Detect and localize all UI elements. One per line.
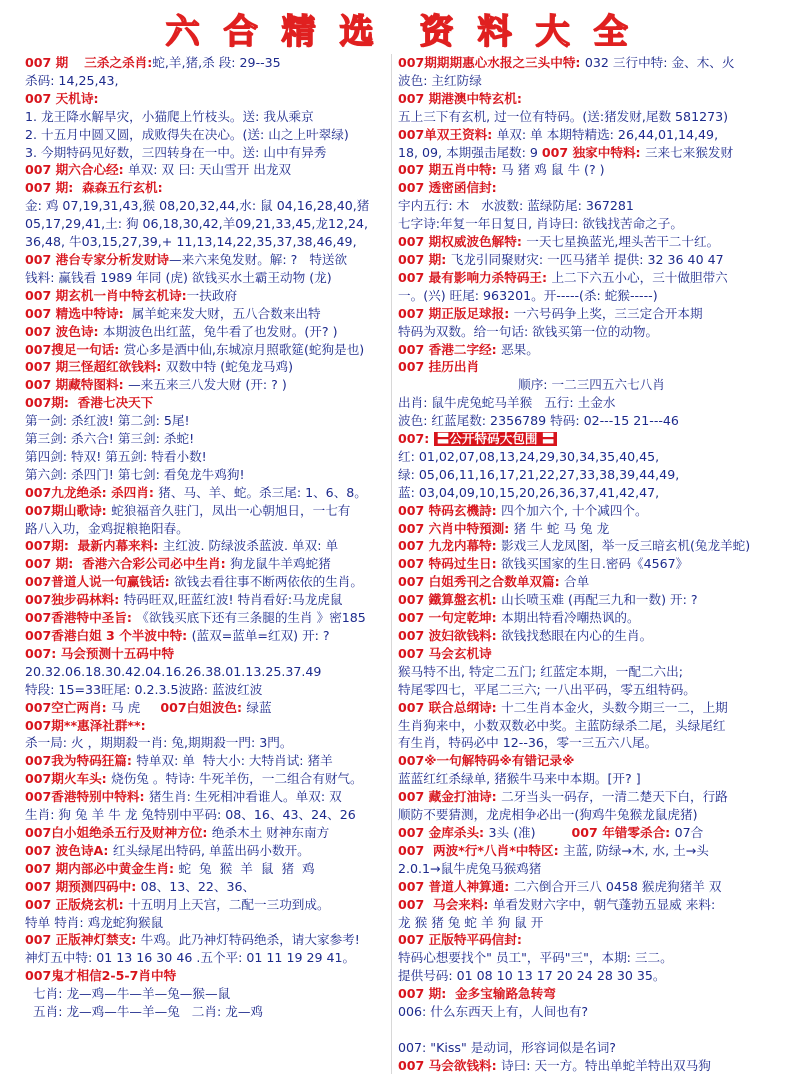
right-line xyxy=(398,412,770,430)
right-line xyxy=(398,914,770,932)
left-line xyxy=(25,627,409,645)
right-line xyxy=(398,627,770,645)
line-text: 七字诗:年复一年日复日, 肖诗曰: 欲钱找苦命之子。 xyxy=(398,216,683,232)
line-text: 特码心想要找个" 员工"，平码"三"，本期: 三二。 xyxy=(398,950,673,966)
left-line xyxy=(25,752,409,770)
right-line xyxy=(398,573,770,591)
line-text: 单看发财六字中，朝气蓬勃五显威 来料: xyxy=(492,896,716,912)
right-line xyxy=(398,860,770,878)
left-line xyxy=(25,967,409,985)
left-line xyxy=(25,806,409,824)
section-heading: 007 期: xyxy=(398,251,451,267)
left-line xyxy=(25,770,409,788)
right-line xyxy=(398,430,770,448)
line-text: 特尾零四七，平尾二三六; 一八出平码，零五组特码。 xyxy=(398,681,696,697)
section-heading: 007 期藏特图料: xyxy=(25,377,129,393)
line-text: 一天七星换蓝光,埋头苦干二十红。 xyxy=(526,234,720,250)
left-column xyxy=(25,54,409,1021)
line-text: 一扶政府 xyxy=(186,287,238,303)
left-line xyxy=(25,448,409,466)
right-line xyxy=(398,824,770,842)
title-char: 料 xyxy=(477,11,512,52)
line-text: 猪 牛 蛇 马 兔 龙 xyxy=(513,520,610,536)
section-heading: 007 正版烧玄机: xyxy=(25,896,129,912)
line-text: 007: "Kiss" 是动词，形容词似是名词? xyxy=(398,1039,616,1055)
right-line xyxy=(398,358,770,376)
line-text: 赏心多是酒中仙,东城凉月照歌筵(蛇狗是也) xyxy=(123,341,365,357)
line-text: 一六号码争上奖，三三定合开本期 xyxy=(513,305,703,321)
line-text: 杀码: 14,25,43, xyxy=(25,72,119,88)
right-line xyxy=(398,931,770,949)
right-line xyxy=(398,878,770,896)
right-line xyxy=(398,663,770,681)
section-heading: 007期: 香港七决天下 xyxy=(25,395,154,411)
line-text: 神灯五中特: 01 13 16 30 46 .五个平: 01 11 19 29 41。 xyxy=(25,950,356,966)
line-text: 生肖狗来中，小数双数必中奖。主蓝防绿杀二尾，头绿尾红 xyxy=(398,717,726,733)
line-text: 上二下六五小心，三十做胆带六 xyxy=(551,269,728,285)
line-text: 合单 xyxy=(564,574,590,590)
line-text: 05,17,29,41,土: 狗 06,18,30,42,羊09,21,33,45,龙12,24, xyxy=(25,216,369,232)
right-line xyxy=(398,484,770,502)
left-line xyxy=(25,717,409,735)
left-line xyxy=(25,197,409,215)
highlight-label: 〓公开特码大包围 〓 xyxy=(434,432,558,446)
section-heading: 007 挂历出肖 xyxy=(398,359,480,375)
section-heading: 007 期: 金多宝输路急转弯 xyxy=(398,986,556,1002)
left-line xyxy=(25,341,409,359)
section-heading: 007 期五肖中特: xyxy=(398,162,502,178)
left-line xyxy=(25,520,409,538)
left-line xyxy=(25,896,409,914)
right-line xyxy=(398,394,770,412)
right-line xyxy=(398,305,770,323)
section-heading: 007 正版神灯禁支: xyxy=(25,932,141,948)
section-heading: 007 独家中特料: xyxy=(541,144,645,160)
line-text: —来六来兔发财。解: ? 特送欲 xyxy=(169,251,348,267)
line-text: 绿蓝 xyxy=(246,699,272,715)
line-text: 欲钱找愁眼在内心的生肖。 xyxy=(501,628,653,643)
line-text: (蓝双=蓝单=红双) 开: ? xyxy=(191,628,330,643)
line-text: 山长喷玉难 (再配三九和一数) 开: ? xyxy=(501,592,698,608)
line-text: 属羊蛇来发大财，五八合数来出特 xyxy=(123,305,321,321)
section-heading: 007期: 最新内幕来料: xyxy=(25,538,163,554)
left-line xyxy=(25,54,409,72)
line-text: 20.32.06.18.30.42.04.16.26.38.01.13.25.37.49 xyxy=(25,663,322,679)
left-line xyxy=(25,931,409,949)
right-line xyxy=(398,770,770,788)
line-text: 顺防不要猜测，龙虎相争必出一(狗鸡牛兔猴龙鼠虎猪) xyxy=(398,807,698,823)
section-heading: 007 藏金打油诗: xyxy=(398,789,502,805)
right-line xyxy=(398,323,770,341)
right-line xyxy=(398,179,770,197)
section-heading: 007 联合总纲诗: xyxy=(398,699,502,715)
left-line xyxy=(25,394,409,412)
line-text: 出肖: 鼠牛虎兔蛇马羊猴 五行: 土金水 xyxy=(398,395,616,411)
section-heading: 007 鐵算盤玄机: xyxy=(398,592,502,608)
line-text: 绿: 05,06,11,16,17,21,22,27,33,38,39,44,49, xyxy=(398,466,680,482)
section-heading: 007 期: 香港六合彩公司必中生肖: xyxy=(25,556,231,572)
line-text: 蛇狼福音久驻门，凤出一心朝旭日，一七有 xyxy=(111,502,351,518)
line-text: 龙 猴 猪 兔 蛇 羊 狗 鼠 开 xyxy=(398,914,544,930)
right-column xyxy=(398,54,770,1075)
section-heading: 007 期六合心经: xyxy=(25,162,129,178)
left-line xyxy=(25,161,409,179)
line-text: 牛鸡。此乃神灯特码绝杀，请大家参考! xyxy=(140,932,360,948)
line-text: 五上三下有玄机, 过一位有特码。(送:猪发财,尾数 581273) xyxy=(398,108,729,124)
line-text: 四个加六个, 十个减四个。 xyxy=(501,502,648,518)
line-text: 第一剑: 杀红波! 第二剑: 5尾! xyxy=(25,413,190,429)
line-text: 波色: 主红防绿 xyxy=(398,72,482,88)
left-line xyxy=(25,430,409,448)
right-line xyxy=(398,699,770,717)
section-heading: 007 期港澳中特玄机: xyxy=(398,90,522,106)
right-line xyxy=(398,681,770,699)
left-line xyxy=(25,412,409,430)
section-heading: 007 六肖中特預測: xyxy=(398,520,514,536)
left-line xyxy=(25,1003,409,1021)
line-text: 诗曰: 天一方。特出单蛇羊特出双马狗 xyxy=(501,1057,711,1073)
section-heading: 007 特码玄機詩: xyxy=(398,502,502,518)
left-line xyxy=(25,358,409,376)
line-text: 欲钱去看往事不断两依依的生肖。 xyxy=(174,574,363,590)
section-heading: 007 马会来料: xyxy=(398,896,493,912)
line-text: 二牙当头一码存，一清二楚天下白，行路 xyxy=(501,789,728,805)
section-heading: 007白姐波色: xyxy=(160,699,247,715)
section-heading: 007我为特码狂篇: xyxy=(25,753,137,769)
right-line xyxy=(398,448,770,466)
section-heading: 007白小姐绝杀五行及财神方位: xyxy=(25,824,212,840)
right-line xyxy=(398,161,770,179)
right-line xyxy=(398,967,770,985)
line-text: 单双: 单 本期特精选: 26,44,01,14,49, xyxy=(496,126,719,142)
line-text: 顺序: 一二三四五六七八肖 xyxy=(398,377,665,393)
line-text: 07合 xyxy=(674,824,704,840)
line-text: 马 虎 xyxy=(111,699,161,715)
left-line xyxy=(25,90,409,108)
line-text: 特单双: 单 特大小: 大特肖试: 猪羊 xyxy=(136,753,333,769)
section-heading: 007 天机诗: xyxy=(25,90,99,106)
left-line xyxy=(25,537,409,555)
page-title xyxy=(0,2,793,54)
section-heading: 007 正版特平码信封: xyxy=(398,932,522,948)
left-line xyxy=(25,663,409,681)
line-text: 路八入功，金鸡捉粮艳阳春。 xyxy=(25,520,189,536)
line-text: —来五来三八发大财 (开: ? ) xyxy=(128,377,287,393)
line-text: 三来七来猴发财 xyxy=(644,144,734,160)
left-line xyxy=(25,645,409,663)
line-text: 猴马特不出, 特定二五门; 红蓝定本期，一配二六出; xyxy=(398,663,683,679)
section-heading: 007 普道人神算通: xyxy=(398,878,514,894)
left-line xyxy=(25,878,409,896)
line-text: 本期波色出红蓝，兔牛看了也发财。(开? ) xyxy=(102,323,338,339)
section-heading: 007期**惠泽社群**: xyxy=(25,717,146,733)
line-text: 一。(兴) 旺尾: 963201。开-----(杀: 蛇猴-----) xyxy=(398,287,658,303)
left-line xyxy=(25,484,409,502)
left-line xyxy=(25,376,409,394)
left-line xyxy=(25,251,409,269)
right-line xyxy=(398,269,770,287)
section-heading: 007 两波*行*八肖*中特区: xyxy=(398,842,563,858)
line-text: 烧伤兔 。特诗: 牛死羊伤，一二组合有财气。 xyxy=(111,771,363,787)
line-text: 18, 09, 本期强击尾数: 9 xyxy=(398,144,542,160)
section-heading: 007 波妇欲钱料: xyxy=(398,628,502,643)
section-heading: 007香港特别中特料: xyxy=(25,789,149,805)
section-heading: 007 马会欲钱料: xyxy=(398,1057,502,1073)
section-heading: 007期火车头: xyxy=(25,771,112,787)
line-text: 双数中特 (蛇兔龙马鸡) xyxy=(165,359,294,375)
right-line xyxy=(398,1057,770,1075)
section-heading: 007搜足一句话: xyxy=(25,341,124,357)
section-heading: 007 金库杀头: xyxy=(398,824,489,840)
title-char: 合 xyxy=(223,11,258,52)
right-line xyxy=(398,609,770,627)
left-line xyxy=(25,555,409,573)
section-heading: 007 港台专家分析发财诗 xyxy=(25,251,170,267)
section-heading: 007 一句定乾坤: xyxy=(398,610,502,626)
line-text: 蓝蓝红红杀绿单, 猪猴牛马来中本期。[开? ] xyxy=(398,771,641,787)
line-text: 飞龙引同聚财灾: 一匹马猪羊 提供: 32 36 40 47 xyxy=(450,251,724,267)
left-line xyxy=(25,215,409,233)
line-text: 特码旺双,旺蓝红波! 特肖看好:马龙虎鼠 xyxy=(123,592,343,608)
left-line xyxy=(25,305,409,323)
line-text: 金: 鸡 07,19,31,43,猴 08,20,32,44,水: 鼠 04,16,28,40,猪 xyxy=(25,198,370,214)
line-text: 五肖: 龙—鸡—牛—羊—兔 二肖: 龙—鸡 xyxy=(25,1004,264,1020)
left-line xyxy=(25,72,409,90)
section-heading: 007鬼才相信2-5-7肖中特 xyxy=(25,968,177,984)
line-text: 二六倒合开三八 0458 猴虎狗猪羊 双 xyxy=(513,878,722,894)
line-text: 宇内五行: 木 水波数: 蓝绿防尾: 367281 xyxy=(398,198,634,214)
right-line xyxy=(398,752,770,770)
line-text: 第四剑: 特双! 第五剑: 特看小数! xyxy=(25,448,207,464)
left-line xyxy=(25,466,409,484)
line-text: 3. 今期特码见好数，三四转身在一中。送: 山中有异秀 xyxy=(25,144,327,160)
section-heading: 三杀之杀肖: xyxy=(84,55,153,70)
left-line xyxy=(25,573,409,591)
section-heading: 007期期期惠心水报之三头中特: xyxy=(398,55,585,70)
title-char: 资 xyxy=(419,11,454,52)
left-line xyxy=(25,860,409,878)
right-line xyxy=(398,537,770,555)
line-text: 1. 龙王降水解旱灾，小猫爬上竹枝头。送: 我从乘京 xyxy=(25,108,314,124)
left-line xyxy=(25,323,409,341)
line-text: 特段: 15=33旺尾: 0.2.3.5波路: 蓝波红波 xyxy=(25,681,263,697)
line-text: 第三剑: 杀六合! 第三剑: 杀蛇! xyxy=(25,431,195,447)
right-line xyxy=(398,842,770,860)
section-heading: 007 期玄机一肖中特玄机诗: xyxy=(25,287,187,303)
line-text: 七肖: 龙—鸡—牛—羊—兔—猴—鼠 xyxy=(25,986,231,1002)
section-heading: 007: 马会预测十五码中特 xyxy=(25,645,175,661)
right-line xyxy=(398,287,770,305)
section-heading: 007 期权威波色解特: xyxy=(398,234,527,250)
line-text: 主蓝, 防绿→木, 水, 土→头 xyxy=(563,842,709,858)
line-text: 蛇 兔 猴 羊 鼠 猪 鸡 xyxy=(178,860,315,876)
left-line xyxy=(25,734,409,752)
left-line xyxy=(25,824,409,842)
left-line xyxy=(25,985,409,1003)
line-text: 十二生肖本金火，头数今期三一二，上期 xyxy=(501,699,728,715)
line-text: 本期出特看冷嘲热讽的。 xyxy=(501,610,640,626)
line-text: 单双: 双 曰: 天山雪开 出龙双 xyxy=(128,162,292,178)
right-line xyxy=(398,197,770,215)
section-heading: 007九龙绝杀: 杀四肖: xyxy=(25,484,159,500)
line-text: 蛇,羊,猪,杀 段: 29--35 xyxy=(152,55,281,70)
line-text: 《欲钱买底下还有三条腿的生肖 》密185 xyxy=(136,610,366,626)
left-line xyxy=(25,144,409,162)
right-line xyxy=(398,1003,770,1021)
section-heading: 007 精选中特诗: xyxy=(25,305,124,321)
right-line xyxy=(398,108,770,126)
left-line xyxy=(25,502,409,520)
section-heading: 007 期正版足球报: xyxy=(398,305,514,321)
right-line xyxy=(398,806,770,824)
line-text: 特单 特肖: 鸡龙蛇狗猴鼠 xyxy=(25,914,164,930)
left-line xyxy=(25,788,409,806)
section-heading: 007单双王资料: xyxy=(398,126,497,142)
right-line xyxy=(398,126,770,144)
section-heading: 007 白姐秀刊之合数单双篇: xyxy=(398,574,565,590)
right-line xyxy=(398,734,770,752)
right-line xyxy=(398,54,770,72)
line-text xyxy=(398,1022,402,1037)
title-char: 大 xyxy=(535,11,570,52)
line-text: 2.0.1→鼠牛虎兔马猴鸡猪 xyxy=(398,860,542,876)
line-text xyxy=(68,55,84,70)
left-line xyxy=(25,287,409,305)
left-line xyxy=(25,842,409,860)
right-line xyxy=(398,341,770,359)
line-text: 猪、马、羊、蛇。杀三尾: 1、6、8。 xyxy=(158,484,367,500)
line-text: 钱料: 赢钱看 1989 年同 (虎) 欲钱买水土霸王动物 (龙) xyxy=(25,269,332,285)
line-text: 波色: 红蓝尾数: 2356789 特码: 02---15 21---46 xyxy=(398,413,679,429)
section-heading: 007 期内部必中黄金生肖: xyxy=(25,860,179,876)
section-heading: 007 香港二字经: xyxy=(398,341,502,357)
right-line xyxy=(398,645,770,663)
section-heading: 007期山歌诗: xyxy=(25,502,112,518)
line-text: 影戏三人龙凤图，举一反三暗玄机(兔龙羊蛇) xyxy=(501,538,751,554)
left-line xyxy=(25,681,409,699)
right-line xyxy=(398,985,770,1003)
right-line xyxy=(398,1021,770,1039)
section-heading: 007 最有影响力杀特码王: xyxy=(398,269,552,285)
right-line xyxy=(398,466,770,484)
section-heading: 007普道人说一句赢钱话: xyxy=(25,574,175,590)
line-text: 欲钱买国家的生日.密码《4567》 xyxy=(501,556,689,572)
right-line xyxy=(398,90,770,108)
right-line xyxy=(398,215,770,233)
line-text: 马 猪 鸡 鼠 牛 (? ) xyxy=(501,162,605,178)
section-heading: 007: xyxy=(398,431,434,447)
right-line xyxy=(398,555,770,573)
right-line xyxy=(398,949,770,967)
section-heading: 007 特码过生日: xyxy=(398,556,502,572)
left-line xyxy=(25,949,409,967)
line-text: 红: 01,02,07,08,13,24,29,30,34,35,40,45, xyxy=(398,448,660,464)
section-heading: 007香港特中圣旨: xyxy=(25,610,137,626)
line-text: 十五明月上天宫，二配一三功到成。 xyxy=(128,896,330,912)
line-text: 032 三行中特: 金、木、火 xyxy=(584,55,735,70)
line-text: 绝杀木土 财神东南方 xyxy=(211,824,330,840)
right-line xyxy=(398,233,770,251)
section-heading: 007 期预测四码中: xyxy=(25,878,141,894)
right-line xyxy=(398,376,770,394)
line-text: 08、13、22、36、 xyxy=(140,878,256,894)
section-heading: 007 马会玄机诗 xyxy=(398,645,492,661)
line-text: 2. 十五月中圆又圆，成败得失在决心。(送: 山之上叶翠绿) xyxy=(25,126,349,142)
line-text: 特码为双数。给一句话: 欲钱买第一位的动物。 xyxy=(398,323,659,339)
left-line xyxy=(25,591,409,609)
right-line xyxy=(398,251,770,269)
line-text: 主红波. 防绿波杀蓝波. 单双: 单 xyxy=(162,538,339,554)
section-heading: 007 期 xyxy=(25,55,69,70)
section-heading: 007空亡两肖: xyxy=(25,699,112,715)
right-line xyxy=(398,144,770,162)
section-heading: 007 波色诗: xyxy=(25,323,103,339)
line-text: 蓝: 03,04,09,10,15,20,26,36,37,41,42,47, xyxy=(398,484,660,500)
line-text: 3头 (准) xyxy=(488,824,572,840)
line-text: 猪生肖: 生死相冲看谁人。单双: 双 xyxy=(148,789,342,805)
line-text: 狗龙鼠牛羊鸡蛇猪 xyxy=(230,556,331,572)
section-heading: 007 期: 森森五行玄机: xyxy=(25,180,163,196)
line-text: 第六剑: 杀四门! 第七剑: 看兔龙牛鸡狗! xyxy=(25,466,245,482)
right-line xyxy=(398,1039,770,1057)
section-heading: 007 透密函信封: xyxy=(398,180,497,196)
left-line xyxy=(25,126,409,144)
left-line xyxy=(25,609,409,627)
section-heading: 007 年错零杀合: xyxy=(571,824,675,840)
right-line xyxy=(398,788,770,806)
section-heading: 007 九龙内幕特: xyxy=(398,538,502,554)
right-line xyxy=(398,502,770,520)
right-line xyxy=(398,591,770,609)
left-line xyxy=(25,914,409,932)
title-char: 全 xyxy=(593,11,628,52)
title-char: 选 xyxy=(339,11,374,52)
section-heading: 007香港白姐 3 个半波中特: xyxy=(25,628,192,643)
right-line xyxy=(398,520,770,538)
section-heading: 007 波色诗A: xyxy=(25,842,113,858)
title-char: 精 xyxy=(281,11,316,52)
left-line xyxy=(25,269,409,287)
line-text: 有生肖，特码必中 12--36，零一三五六八尾。 xyxy=(398,735,658,751)
title-char: 六 xyxy=(165,11,200,52)
left-line xyxy=(25,108,409,126)
line-text: 提供号码: 01 08 10 13 17 20 24 28 30 35。 xyxy=(398,968,666,984)
right-line xyxy=(398,896,770,914)
right-line xyxy=(398,72,770,90)
left-line xyxy=(25,179,409,197)
line-text: 恶果。 xyxy=(501,341,539,357)
line-text: 36,48, 牛03,15,27,39,+ 11,13,14,22,35,37,38,46,49, xyxy=(25,234,357,250)
line-text: 生肖: 狗 兔 羊 牛 龙 兔特别中平码: 08、16、43、24、26 xyxy=(25,807,356,823)
section-heading: 007独步码林料: xyxy=(25,592,124,608)
section-heading: 007 期三怪超红欲钱料: xyxy=(25,359,166,375)
line-text: 杀一局: 火 ，期期殺一肖: 兔,期期殺一門: 3門。 xyxy=(25,735,293,751)
right-line xyxy=(398,717,770,735)
line-text: 006: 什么东西天上有，人间也有? xyxy=(398,1004,589,1020)
left-line xyxy=(25,699,409,717)
left-line xyxy=(25,233,409,251)
line-text: 红头绿尾出特码, 单蓝出码小数开。 xyxy=(112,842,310,858)
section-heading: 007※一句解特码※有错记录※ xyxy=(398,753,575,769)
